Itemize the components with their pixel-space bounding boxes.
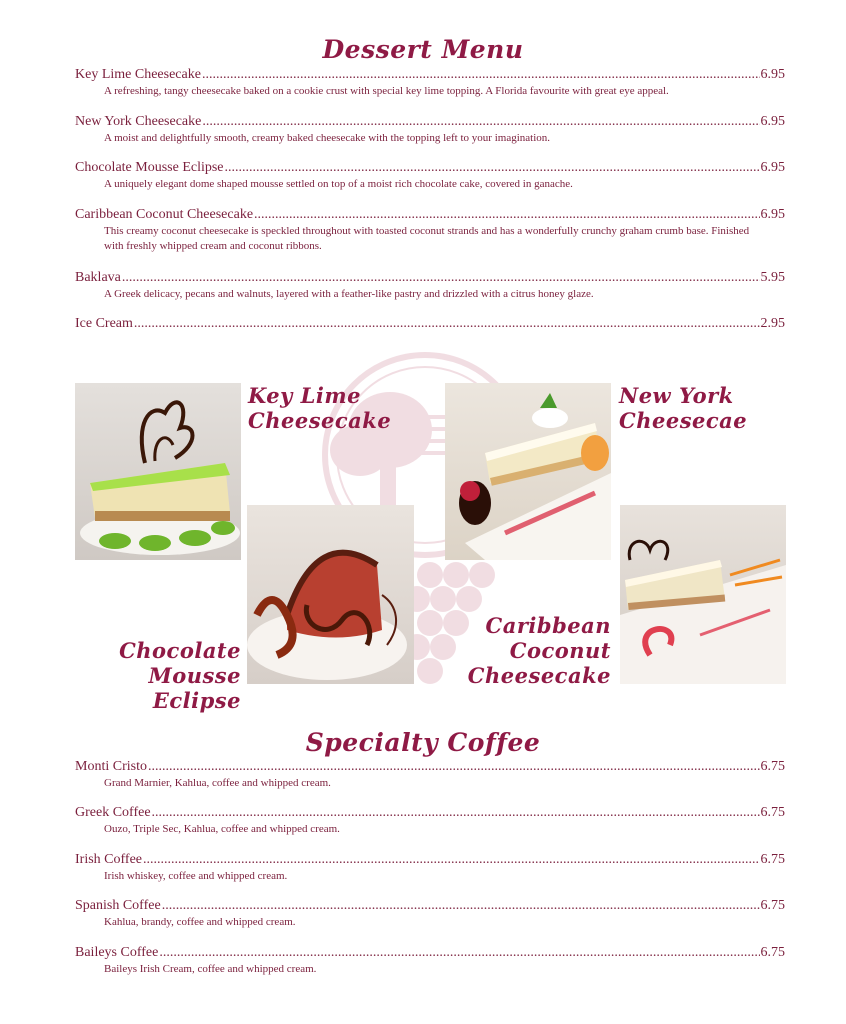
leader-dots <box>122 270 760 286</box>
key-lime-cheesecake-photo <box>75 383 241 560</box>
item-price: 6.95 <box>760 114 785 129</box>
menu-item-spanish-coffee <box>75 898 785 930</box>
caption-line: Chocolate <box>119 638 241 663</box>
item-description: A moist and delightfully smooth, creamy baked cheesecake with the topping left to your imagination. <box>104 132 551 144</box>
item-name: Greek Coffee <box>75 805 151 820</box>
item-description: Baileys Irish Cream, coffee and whipped cream. <box>104 963 317 975</box>
caption-line: New York <box>619 383 734 408</box>
caribbean-coconut-cheesecake-photo <box>620 505 786 684</box>
caption-line: Cheesecake <box>248 408 392 433</box>
menu-item-new-york-cheesecake <box>75 114 785 146</box>
menu-item-caribbean-coconut-cheesecake <box>75 207 785 254</box>
new-york-caption <box>619 383 747 433</box>
item-price: 2.95 <box>760 316 785 331</box>
menu-item-irish-coffee <box>75 852 785 884</box>
leader-dots <box>162 898 760 914</box>
item-name: Baklava <box>75 270 121 285</box>
item-name: New York Cheesecake <box>75 114 202 129</box>
item-name: Irish Coffee <box>75 852 142 867</box>
caption-line: Coconut <box>509 638 611 663</box>
caption-line: Cheesecae <box>619 408 748 433</box>
menu-item-baklava <box>75 270 785 302</box>
item-price: 5.95 <box>760 270 785 285</box>
leader-dots <box>143 852 760 868</box>
item-price: 6.95 <box>760 67 785 82</box>
item-price: 6.95 <box>760 160 785 175</box>
caption-line: Key Lime <box>248 383 361 408</box>
item-description: Kahlua, brandy, coffee and whipped cream. <box>104 916 296 928</box>
item-price: 6.75 <box>760 898 785 913</box>
leader-dots <box>148 759 760 775</box>
menu-item-key-lime-cheesecake <box>75 67 785 99</box>
leader-dots <box>152 805 760 821</box>
caption-line: Mousse Eclipse <box>148 663 241 713</box>
item-description: A uniquely elegant dome shaped mousse settled on top of a moist rich chocolate cake, covered in ganache. <box>104 178 573 190</box>
item-price: 6.75 <box>760 759 785 774</box>
item-name: Baileys Coffee <box>75 945 159 960</box>
item-name: Chocolate Mousse Eclipse <box>75 160 224 175</box>
leader-dots <box>159 945 759 961</box>
menu-item-ice-cream <box>75 316 785 332</box>
item-name: Monti Cristo <box>75 759 147 774</box>
menu-item-greek-coffee <box>75 805 785 837</box>
key-lime-caption <box>248 383 391 433</box>
leader-dots <box>134 316 760 332</box>
item-description: A refreshing, tangy cheesecake baked on a cookie crust with special key lime topping. A Florida favourite with great eye appeal. <box>104 85 669 97</box>
caribbean-coconut-caption <box>445 613 611 688</box>
item-description: Irish whiskey, coffee and whipped cream. <box>104 870 288 882</box>
specialty-coffee-title: Specialty Coffee <box>305 728 541 757</box>
leader-dots <box>225 160 760 176</box>
caption-line: Cheesecake <box>467 663 611 688</box>
chocolate-mousse-eclipse-photo <box>247 505 414 684</box>
item-description: A Greek delicacy, pecans and walnuts, layered with a feather-like pastry and drizzled with a citrus honey glaze. <box>104 288 594 300</box>
chocolate-mousse-caption <box>75 638 241 713</box>
item-name: Ice Cream <box>75 316 133 331</box>
item-description: Ouzo, Triple Sec, Kahlua, coffee and whipped cream. <box>104 823 340 835</box>
item-price: 6.75 <box>760 945 785 960</box>
leader-dots <box>202 67 760 83</box>
item-price: 6.95 <box>760 207 785 222</box>
leader-dots <box>254 207 759 223</box>
item-description: Grand Marnier, Kahlua, coffee and whipped cream. <box>104 777 331 789</box>
menu-item-monti-cristo <box>75 759 785 791</box>
item-name: Spanish Coffee <box>75 898 161 913</box>
caption-line: Caribbean <box>485 613 611 638</box>
item-name: Key Lime Cheesecake <box>75 67 201 82</box>
leader-dots <box>202 114 759 130</box>
item-name: Caribbean Coconut Cheesecake <box>75 207 254 222</box>
new-york-cheesecake-photo <box>445 383 611 560</box>
menu-item-chocolate-mousse-eclipse <box>75 160 785 192</box>
menu-item-baileys-coffee <box>75 945 785 977</box>
item-price: 6.75 <box>760 805 785 820</box>
item-description: This creamy coconut cheesecake is speckled throughout with toasted coconut strands and has a wonderfully crunchy graham crumb base. Finished with freshly whipped cream and coconut ribbons. <box>104 225 750 252</box>
dessert-menu-title: Dessert Menu <box>322 35 524 64</box>
item-price: 6.75 <box>760 852 785 867</box>
